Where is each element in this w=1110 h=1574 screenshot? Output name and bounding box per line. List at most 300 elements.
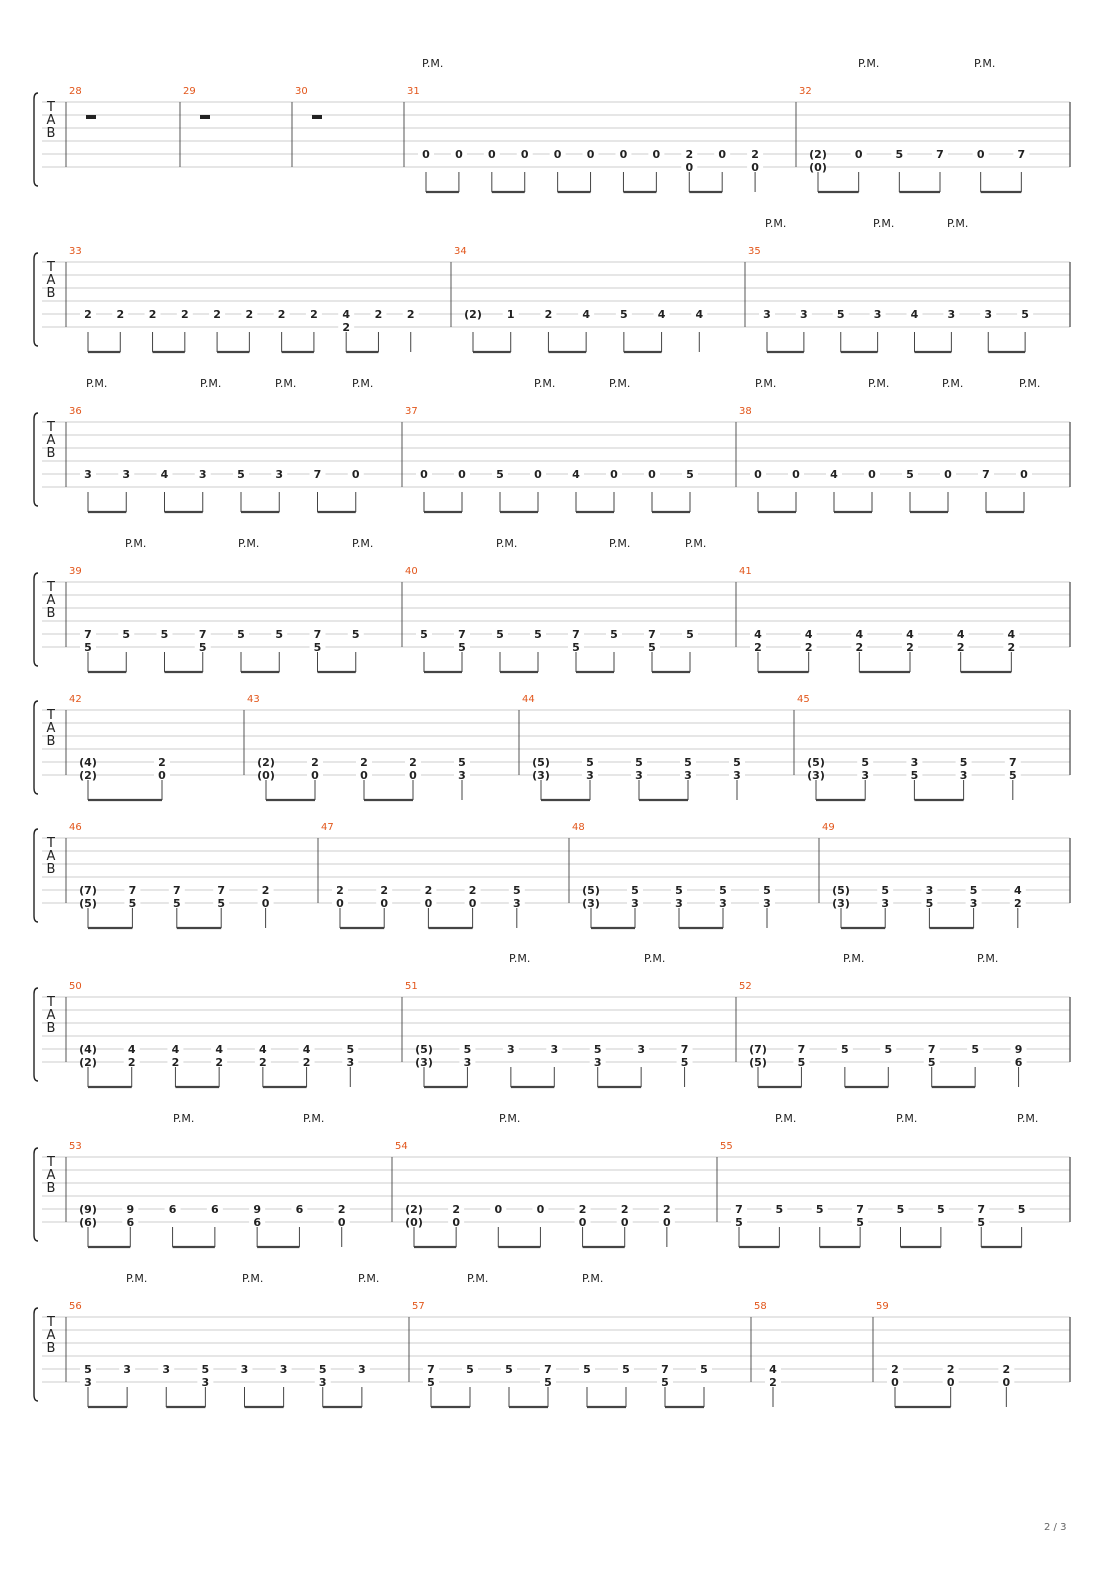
palm-mute-label: P.M. (775, 1112, 797, 1125)
fret-number: 2 (544, 308, 553, 321)
bar-number: 52 (739, 981, 752, 992)
fret-number: 0 (458, 468, 466, 481)
fret-number: 5 (463, 1043, 472, 1056)
fret-number: 0 (663, 1216, 671, 1229)
fret-number: 0 (534, 468, 542, 481)
fret-number: (2) (257, 756, 275, 769)
fret-number: (5) (749, 1056, 767, 1069)
fret-number: 2 (360, 756, 368, 769)
fret-number: 3 (507, 1043, 515, 1056)
palm-mute-label: P.M. (843, 952, 865, 965)
bar-number: 41 (739, 566, 752, 577)
fret-number: 5 (927, 1056, 936, 1069)
fret-number: 2 (409, 756, 417, 769)
fret-number: 5 (680, 1056, 689, 1069)
fret-number: (4) (79, 1043, 97, 1056)
fret-number: (2) (79, 769, 97, 782)
fret-number: 3 (733, 769, 741, 782)
palm-mute-label: P.M. (200, 377, 222, 390)
fret-number: 5 (775, 1203, 784, 1216)
palm-mute-label: P.M. (868, 377, 890, 390)
fret-number: (3) (807, 769, 825, 782)
palm-mute-label: P.M. (467, 1272, 489, 1285)
fret-number: 5 (586, 756, 594, 769)
fret-number: 5 (648, 641, 656, 654)
fret-number: 3 (162, 1363, 171, 1376)
fret-number: 5 (700, 1363, 708, 1376)
fret-number: 5 (686, 468, 694, 481)
fret-number: 5 (275, 628, 284, 641)
fret-number: 2 (171, 1056, 180, 1069)
fret-number: 2 (337, 1203, 346, 1216)
palm-mute-label: P.M. (499, 1112, 521, 1125)
fret-number: 7 (927, 1043, 936, 1056)
fret-number: 5 (583, 1363, 591, 1376)
palm-mute-label: P.M. (352, 377, 374, 390)
fret-number: 2 (578, 1203, 587, 1216)
fret-number: 5 (884, 1043, 893, 1056)
fret-number: 5 (351, 628, 360, 641)
tab-clef-letter: B (46, 862, 56, 877)
fret-number: 0 (944, 468, 952, 481)
fret-number: 3 (550, 1043, 559, 1056)
tab-clef-letter: T (47, 1155, 55, 1170)
tab-clef-letter: A (46, 1328, 56, 1343)
fret-number: 6 (253, 1216, 261, 1229)
fret-number: 5 (313, 641, 322, 654)
fret-number: 2 (84, 308, 92, 321)
fret-number: (4) (79, 756, 97, 769)
fret-number: 5 (906, 468, 914, 481)
fret-number: 2 (855, 641, 864, 654)
fret-number: 3 (240, 1363, 249, 1376)
fret-number: 5 (172, 897, 181, 910)
fret-number: 5 (971, 1043, 979, 1056)
fret-number: 7 (797, 1043, 806, 1056)
fret-number: (0) (809, 161, 827, 174)
fret-number: 0 (619, 148, 628, 161)
fret-number: 0 (424, 897, 433, 910)
fret-number: 5 (763, 884, 771, 897)
fret-number: (5) (832, 884, 850, 897)
fret-number: 3 (947, 308, 956, 321)
fret-number: (7) (79, 884, 97, 897)
tab-clef-letter: A (46, 1008, 56, 1023)
fret-number: 3 (719, 897, 727, 910)
fret-number: 5 (466, 1363, 474, 1376)
fret-number: 0 (620, 1216, 629, 1229)
fret-number: 0 (854, 148, 863, 161)
fret-number: 0 (1020, 468, 1028, 481)
fret-number: 5 (544, 1376, 552, 1389)
fret-number: 3 (593, 1056, 602, 1069)
fret-number: 5 (910, 769, 919, 782)
fret-number: 0 (648, 468, 656, 481)
whole-rest (86, 115, 96, 119)
fret-number: 0 (455, 148, 463, 161)
fret-number: 0 (494, 1203, 503, 1216)
fret-number: 5 (735, 1216, 743, 1229)
tab-clef-letter: T (47, 708, 55, 723)
fret-number: 2 (946, 1363, 955, 1376)
bar-number: 31 (407, 86, 420, 97)
bar-number: 47 (321, 822, 334, 833)
fret-number: 3 (984, 308, 993, 321)
whole-rest (200, 115, 210, 119)
palm-mute-label: P.M. (873, 217, 895, 230)
tab-clef-letter: A (46, 849, 56, 864)
fret-number: 0 (946, 1376, 955, 1389)
bar-number: 49 (822, 822, 835, 833)
fret-number: 7 (1017, 148, 1026, 161)
tab-clef-letter: A (46, 433, 56, 448)
bar-number: 32 (799, 86, 812, 97)
fret-number: 5 (593, 1043, 602, 1056)
fret-number: 0 (976, 148, 985, 161)
fret-number: 4 (160, 468, 169, 481)
palm-mute-label: P.M. (496, 537, 518, 550)
palm-mute-label: P.M. (238, 537, 260, 550)
fret-number: 5 (959, 756, 968, 769)
fret-number: 3 (763, 308, 771, 321)
fret-number: (0) (257, 769, 275, 782)
fret-number: 2 (956, 641, 965, 654)
fret-number: 3 (122, 468, 131, 481)
fret-number: 3 (881, 897, 890, 910)
fret-number: 2 (663, 1203, 671, 1216)
tab-clef-letter: T (47, 100, 55, 115)
fret-number: 0 (422, 148, 430, 161)
fret-number: 2 (127, 1056, 136, 1069)
bar-number: 56 (69, 1301, 82, 1312)
fret-number: 5 (122, 628, 131, 641)
system-brace (34, 413, 38, 506)
fret-number: 5 (420, 628, 428, 641)
fret-number: 0 (891, 1376, 899, 1389)
fret-number: 3 (910, 756, 919, 769)
fret-number: 5 (458, 641, 466, 654)
fret-number: 3 (198, 468, 207, 481)
fret-number: 0 (487, 148, 496, 161)
fret-number: 7 (936, 148, 944, 161)
fret-number: 3 (458, 769, 466, 782)
tab-clef-letter: A (46, 593, 56, 608)
fret-number: 0 (520, 148, 529, 161)
fret-number: 2 (261, 884, 270, 897)
fret-number: (5) (807, 756, 825, 769)
fret-number: 5 (733, 756, 741, 769)
system-brace (34, 829, 38, 922)
bar-number: 50 (69, 981, 82, 992)
tab-clef-letter: T (47, 995, 55, 1010)
fret-number: 0 (420, 468, 428, 481)
fret-number: 4 (127, 1043, 136, 1056)
fret-number: 4 (830, 468, 838, 481)
fret-number: 7 (572, 628, 580, 641)
fret-number: 5 (861, 756, 870, 769)
fret-number: 3 (635, 769, 643, 782)
fret-number: (2) (79, 1056, 97, 1069)
bar-number: 34 (454, 246, 467, 257)
fret-number: 2 (891, 1363, 899, 1376)
tab-clef-letter: T (47, 260, 55, 275)
fret-number: 5 (841, 1043, 849, 1056)
tab-clef-letter: B (46, 126, 56, 141)
bar-number: 59 (876, 1301, 889, 1312)
fret-number: 3 (84, 468, 92, 481)
fret-number: 5 (1017, 1203, 1026, 1216)
fret-number: 3 (346, 1056, 355, 1069)
fret-number: 2 (452, 1203, 460, 1216)
fret-number: 4 (302, 1043, 311, 1056)
fret-number: 4 (171, 1043, 180, 1056)
fret-number: 5 (1008, 769, 1017, 782)
fret-number: 7 (1008, 756, 1017, 769)
fret-number: (2) (405, 1203, 423, 1216)
fret-number: 7 (427, 1363, 435, 1376)
palm-mute-label: P.M. (644, 952, 666, 965)
fret-number: 5 (496, 628, 504, 641)
fret-number: 3 (84, 1376, 92, 1389)
fret-number: (5) (582, 884, 600, 897)
fret-number: 0 (468, 897, 477, 910)
fret-number: 3 (684, 769, 692, 782)
fret-number: 0 (718, 148, 727, 161)
palm-mute-label: P.M. (275, 377, 297, 390)
palm-mute-label: P.M. (582, 1272, 604, 1285)
fret-number: 3 (275, 468, 284, 481)
fret-number: 4 (956, 628, 965, 641)
fret-number: (6) (79, 1216, 97, 1229)
fret-number: 2 (620, 1203, 629, 1216)
fret-number: 5 (217, 897, 226, 910)
palm-mute-label: P.M. (609, 537, 631, 550)
fret-number: (5) (79, 897, 97, 910)
fret-number: 4 (906, 628, 914, 641)
palm-mute-label: P.M. (242, 1272, 264, 1285)
palm-mute-label: P.M. (977, 952, 999, 965)
palm-mute-label: P.M. (303, 1112, 325, 1125)
fret-number: 5 (815, 1203, 824, 1216)
fret-number: 0 (652, 148, 661, 161)
fret-number: 5 (686, 628, 694, 641)
fret-number: 7 (313, 628, 322, 641)
fret-number: 7 (680, 1043, 689, 1056)
fret-number: 5 (160, 628, 169, 641)
fret-number: 2 (302, 1056, 311, 1069)
fret-number: 4 (804, 628, 813, 641)
fret-number: 5 (201, 1363, 210, 1376)
bar-number: 54 (395, 1141, 408, 1152)
palm-mute-label: P.M. (1017, 1112, 1039, 1125)
palm-mute-label: P.M. (685, 537, 707, 550)
fret-number: 7 (648, 628, 656, 641)
bar-number: 57 (412, 1301, 425, 1312)
fret-number: (3) (532, 769, 550, 782)
fret-number: (0) (405, 1216, 423, 1229)
fret-number: 4 (1013, 884, 1022, 897)
fret-number: (5) (415, 1043, 433, 1056)
fret-number: 4 (769, 1363, 777, 1376)
fret-number: 1 (506, 308, 515, 321)
tab-clef-letter: B (46, 1181, 56, 1196)
fret-number: 2 (116, 308, 125, 321)
fret-number: 3 (925, 884, 934, 897)
fret-number: 2 (468, 884, 477, 897)
palm-mute-label: P.M. (896, 1112, 918, 1125)
fret-number: 0 (261, 897, 270, 910)
fret-number: 4 (754, 628, 762, 641)
fret-number: 2 (424, 884, 433, 897)
fret-number: 2 (406, 308, 415, 321)
fret-number: 5 (84, 641, 92, 654)
tab-clef-letter: T (47, 420, 55, 435)
tab-clef-letter: A (46, 1168, 56, 1183)
system-brace (34, 988, 38, 1081)
fret-number: 2 (342, 321, 351, 334)
fret-number: 2 (148, 308, 157, 321)
fret-number: 0 (360, 769, 368, 782)
fret-number: 0 (586, 148, 595, 161)
fret-number: (7) (749, 1043, 767, 1056)
fret-number: 2 (380, 884, 389, 897)
fret-number: 5 (198, 641, 207, 654)
fret-number: (5) (532, 756, 550, 769)
fret-number: 7 (128, 884, 137, 897)
fret-number: 2 (1013, 897, 1022, 910)
palm-mute-label: P.M. (126, 1272, 148, 1285)
fret-number: 5 (895, 148, 904, 161)
fret-number: 4 (342, 308, 351, 321)
tab-clef-letter: T (47, 836, 55, 851)
fret-number: 6 (1014, 1056, 1023, 1069)
fret-number: (2) (809, 148, 827, 161)
fret-number: 7 (982, 468, 990, 481)
fret-number: 5 (318, 1363, 327, 1376)
fret-number: 5 (346, 1043, 355, 1056)
fret-number: 2 (215, 1056, 223, 1069)
fret-number: 3 (800, 308, 808, 321)
fret-number: 0 (751, 161, 759, 174)
bar-number: 42 (69, 694, 82, 705)
fret-number: 2 (310, 308, 318, 321)
fret-number: 0 (536, 1203, 545, 1216)
fret-number: 3 (631, 897, 639, 910)
fret-number: 4 (259, 1043, 267, 1056)
fret-number: 5 (610, 628, 618, 641)
fret-number: 2 (374, 308, 383, 321)
palm-mute-label: P.M. (942, 377, 964, 390)
fret-number: 3 (969, 897, 978, 910)
bar-number: 28 (69, 86, 82, 97)
palm-mute-label: P.M. (1019, 377, 1041, 390)
system-brace (34, 253, 38, 346)
fret-number: 5 (631, 884, 639, 897)
fret-number: 3 (637, 1043, 645, 1056)
fret-number: 0 (792, 468, 800, 481)
fret-number: 2 (311, 756, 319, 769)
tab-clef-letter: T (47, 580, 55, 595)
fret-number: 5 (237, 628, 245, 641)
fret-number: 3 (586, 769, 594, 782)
fret-number: 5 (684, 756, 692, 769)
fret-number: 2 (769, 1376, 777, 1389)
fret-number: 9 (1014, 1043, 1023, 1056)
fret-number: 2 (1002, 1363, 1011, 1376)
fret-number: 9 (253, 1203, 261, 1216)
fret-number: 5 (977, 1216, 986, 1229)
fret-number: 5 (797, 1056, 806, 1069)
fret-number: 2 (213, 308, 221, 321)
fret-number: (2) (464, 308, 482, 321)
fret-number: 0 (452, 1216, 460, 1229)
bar-number: 29 (183, 86, 196, 97)
fret-number: 5 (969, 884, 978, 897)
fret-number: 3 (959, 769, 968, 782)
bar-number: 36 (69, 406, 82, 417)
palm-mute-label: P.M. (352, 537, 374, 550)
fret-number: 5 (505, 1363, 513, 1376)
tab-clef-letter: B (46, 286, 56, 301)
bar-number: 46 (69, 822, 82, 833)
palm-mute-label: P.M. (173, 1112, 195, 1125)
fret-number: 3 (279, 1363, 288, 1376)
tab-clef-letter: B (46, 446, 56, 461)
palm-mute-label: P.M. (609, 377, 631, 390)
fret-number: (9) (79, 1203, 97, 1216)
palm-mute-label: P.M. (358, 1272, 380, 1285)
fret-number: 6 (295, 1203, 304, 1216)
palm-mute-label: P.M. (765, 217, 787, 230)
fret-number: 4 (1007, 628, 1016, 641)
fret-number: 5 (128, 897, 137, 910)
fret-number: 5 (675, 884, 683, 897)
fret-number: 0 (868, 468, 876, 481)
fret-number: 2 (245, 308, 254, 321)
palm-mute-label: P.M. (86, 377, 108, 390)
fret-number: 4 (910, 308, 919, 321)
fret-number: 0 (685, 161, 694, 174)
fret-number: 2 (158, 756, 166, 769)
fret-number: 5 (635, 756, 643, 769)
fret-number: 5 (925, 897, 934, 910)
fret-number: 4 (657, 308, 666, 321)
bar-number: 45 (797, 694, 810, 705)
fret-number: 6 (168, 1203, 177, 1216)
fret-number: 3 (463, 1056, 472, 1069)
bar-number: 55 (720, 1141, 733, 1152)
fret-number: 7 (198, 628, 207, 641)
palm-mute-label: P.M. (755, 377, 777, 390)
fret-number: 4 (855, 628, 864, 641)
fret-number: 5 (237, 468, 245, 481)
fret-number: 2 (180, 308, 189, 321)
tab-clef-letter: T (47, 1315, 55, 1330)
bar-number: 38 (739, 406, 752, 417)
fret-number: 7 (735, 1203, 743, 1216)
fret-number: 5 (881, 884, 890, 897)
bar-number: 40 (405, 566, 418, 577)
fret-number: 7 (84, 628, 92, 641)
fret-number: 5 (534, 628, 542, 641)
bar-number: 43 (247, 694, 260, 705)
bar-number: 48 (572, 822, 585, 833)
fret-number: 7 (217, 884, 226, 897)
fret-number: (3) (582, 897, 600, 910)
palm-mute-label: P.M. (125, 537, 147, 550)
tab-clef-letter: B (46, 1021, 56, 1036)
bar-number: 37 (405, 406, 418, 417)
